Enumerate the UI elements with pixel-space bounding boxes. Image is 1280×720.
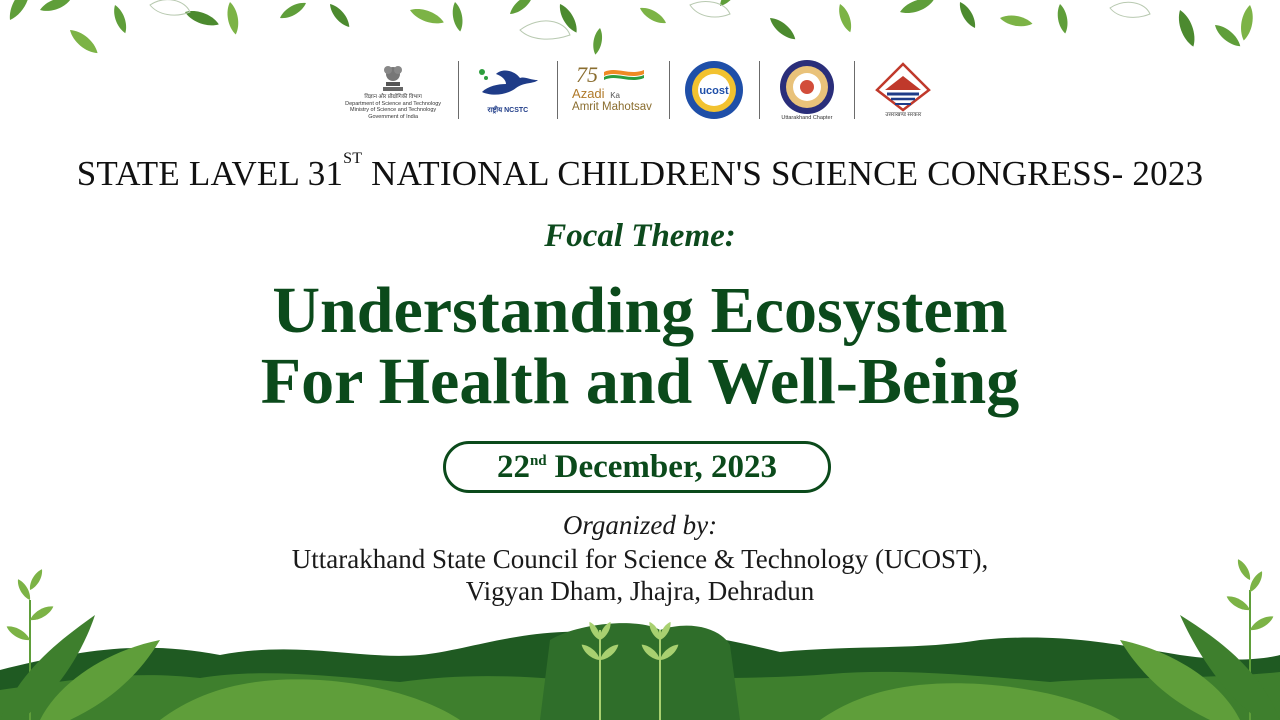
uttarakhand-caption: उत्तराखण्ड सरकार bbox=[885, 111, 922, 118]
organized-by-label: Organized by: bbox=[562, 510, 718, 540]
ucost-logo bbox=[681, 55, 747, 125]
top-leaves bbox=[5, 0, 1255, 57]
event-heading bbox=[0, 150, 1280, 194]
emblem-icon bbox=[380, 60, 406, 94]
dst-logo bbox=[340, 55, 446, 125]
theme-line-2: For Health and Well-Being bbox=[260, 345, 1020, 418]
heading-superscript: ST bbox=[343, 150, 363, 167]
uttarakhand-emblem-icon bbox=[875, 62, 931, 112]
dst-line3: Government of India bbox=[368, 113, 419, 120]
flag-icon bbox=[604, 68, 644, 84]
date-superscript: nd bbox=[529, 452, 547, 469]
dst-line2: Ministry of Science and Technology bbox=[350, 107, 437, 113]
ncstc-logo bbox=[471, 55, 544, 125]
logo-divider bbox=[759, 61, 760, 119]
date-day: 22 bbox=[496, 448, 530, 485]
event-date bbox=[443, 441, 831, 493]
dst-hindi: विज्ञान और प्रौद्योगिकी विभाग bbox=[364, 94, 422, 100]
date-rest: December, 2023 bbox=[554, 448, 778, 485]
organizer-line-1: Uttarakhand State Council for Science & Technology (UCOST), bbox=[291, 544, 989, 574]
organizer-line-2: Vigyan Dham, Jhajra, Dehradun bbox=[465, 576, 815, 606]
focal-theme-label: Focal Theme: bbox=[544, 218, 736, 254]
nas-seal-icon bbox=[779, 59, 835, 115]
heading-suffix: NATIONAL CHILDREN'S SCIENCE CONGRESS- 2023 bbox=[362, 154, 1204, 193]
dove-icon bbox=[476, 66, 540, 104]
partner-logos bbox=[340, 55, 940, 125]
logo-divider bbox=[854, 61, 855, 119]
ncstc-label: राष्ट्रीय NCSTC bbox=[487, 106, 529, 114]
azadi-logo bbox=[570, 55, 657, 125]
dst-line1: Department of Science and Technology bbox=[345, 100, 442, 107]
ucost-label: ucost bbox=[699, 85, 729, 97]
ucost-seal-icon bbox=[684, 60, 744, 120]
azadi-line1: Azadi bbox=[572, 86, 605, 101]
bottom-hills bbox=[0, 623, 1280, 720]
azadi-ka: Ka bbox=[610, 91, 620, 100]
nas-logo bbox=[772, 55, 842, 125]
uttarakhand-logo bbox=[867, 55, 940, 125]
azadi-number: 75 bbox=[576, 62, 599, 87]
logo-divider bbox=[458, 61, 459, 119]
logo-divider bbox=[557, 61, 558, 119]
logo-divider bbox=[669, 61, 670, 119]
nas-caption: Uttarakhand Chapter bbox=[781, 114, 833, 121]
theme-line-1: Understanding Ecosystem bbox=[272, 274, 1008, 347]
azadi-line2: Amrit Mahotsav bbox=[572, 101, 652, 113]
heading-prefix: STATE LAVEL 31 bbox=[76, 154, 344, 193]
